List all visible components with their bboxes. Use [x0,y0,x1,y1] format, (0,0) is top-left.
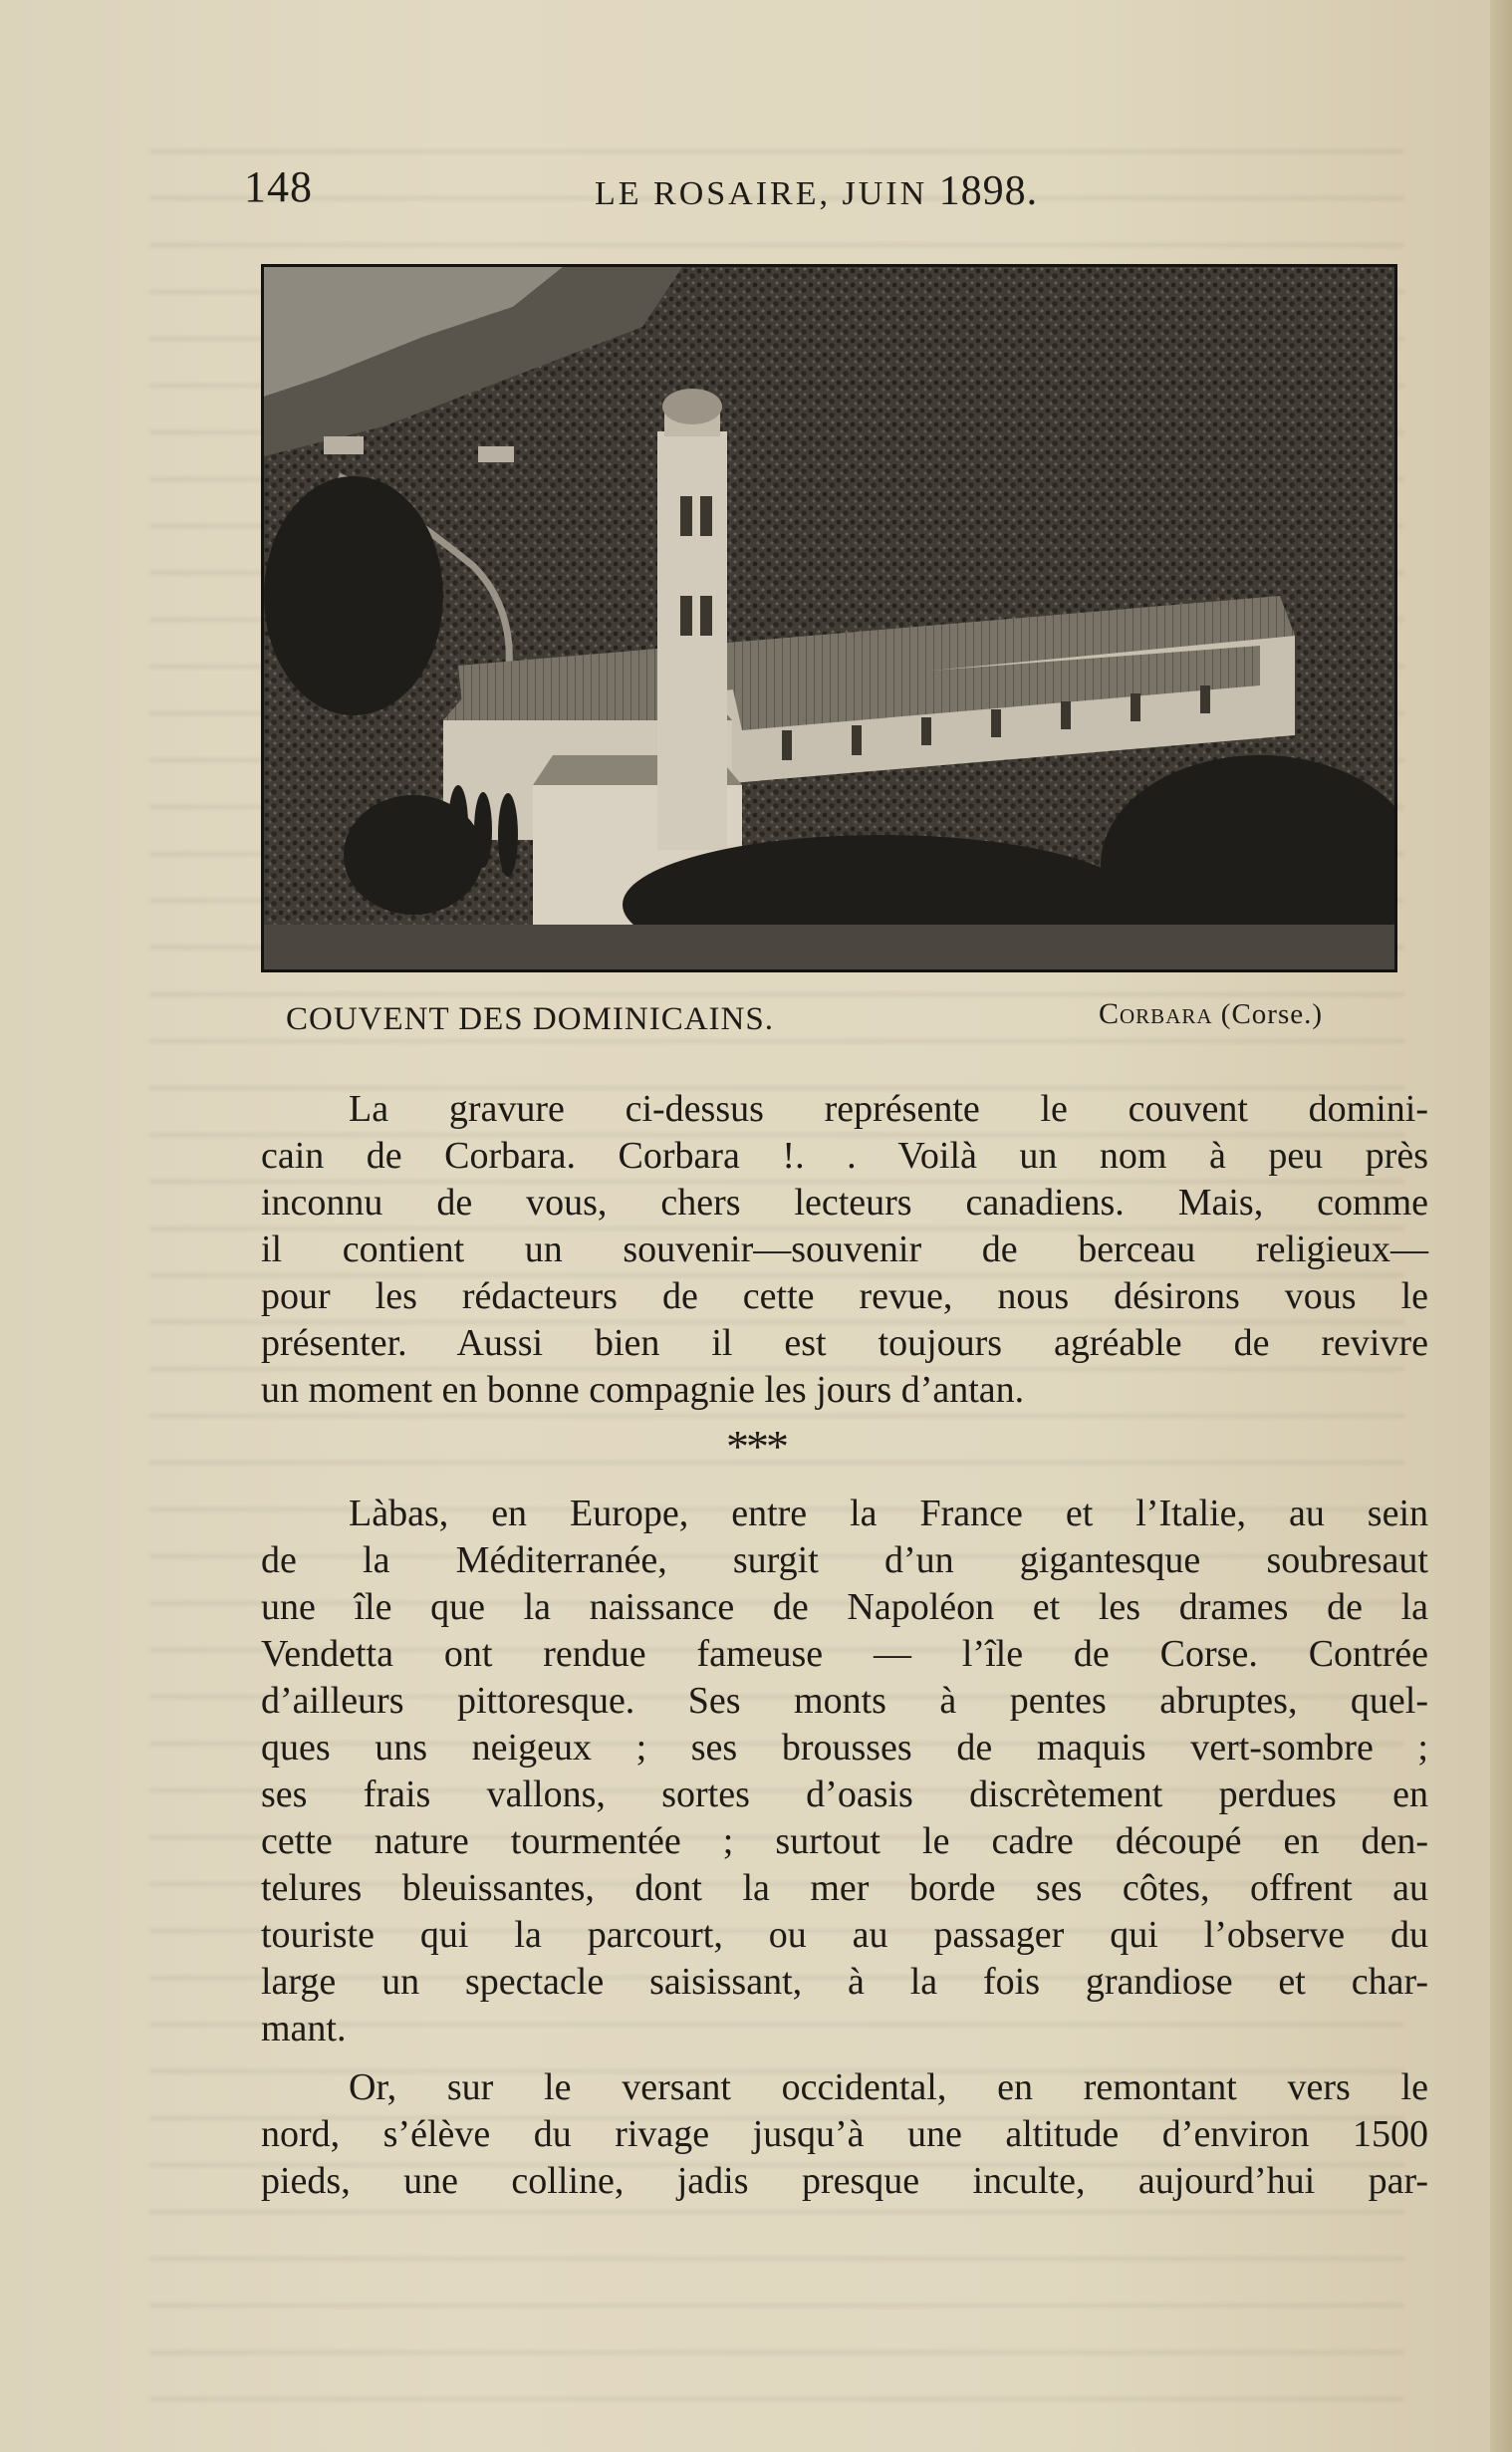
paragraph-1 [261,1086,1428,1414]
text-line: cette nature tourmentée ; surtout le cadre découpé en den- [261,1820,1428,1862]
text-line: inconnu de vous, chers lecteurs canadiens. Mais, comme [261,1182,1428,1224]
text-line: pieds, une colline, jadis presque inculte, aujourd’hui par- [261,2160,1428,2202]
caption-region: (Corse.) [1212,998,1324,1030]
text-line: il contient un souvenir—souvenir de berceau religieux— [261,1228,1428,1270]
caption-place: Corbara [1099,997,1213,1030]
text-line: mant. [261,2008,347,2049]
text-line: pour les rédacteurs de cette revue, nous désirons vous le [261,1275,1428,1317]
running-header [244,159,1429,219]
page-edge [1490,0,1512,2452]
text-line: Làbas, en Europe, entre la France et l’Italie, au sein [349,1493,1428,1534]
convent-engraving [261,264,1397,972]
text-line: Or, sur le versant occidental, en remontant vers le [349,2066,1428,2108]
page-number: 148 [244,162,313,211]
issue-year: 1898. [938,168,1039,214]
section-separator: *** [726,1421,786,1472]
journal-title: LE ROSAIRE, JUIN [595,175,928,212]
text-line: ses frais vallons, sortes d’oasis discrètement perdues en [261,1773,1428,1815]
text-line: ques uns neigeux ; ses brousses de maquis vert-sombre ; [261,1727,1428,1769]
figure-caption-location [1099,997,1323,1031]
text-line: telures bleuissantes, dont la mer borde ses côtes, offrent au [261,1867,1428,1909]
running-title [595,167,1038,215]
paragraph-2 [261,1491,1428,2052]
paragraph-3 [261,2064,1428,2205]
text-line: cain de Corbara. Corbara !. . Voilà un nom à peu près [261,1135,1428,1177]
engraving-illustration [264,267,1394,969]
text-line: nord, s’élève du rivage jusqu’à une altitude d’environ 1500 [261,2113,1428,2155]
text-line: touriste qui la parcourt, ou au passager qui l’observe du [261,1914,1428,1956]
text-line: d’ailleurs pittoresque. Ses monts à pentes abruptes, quel- [261,1680,1428,1722]
text-line: présenter. Aussi bien il est toujours agréable de revivre [261,1322,1428,1364]
text-line: Vendetta ont rendue fameuse — l’île de Corse. Contrée [261,1633,1428,1675]
text-line: une île que la naissance de Napoléon et les drames de la [261,1586,1428,1628]
text-line: large un spectacle saisissant, à la fois grandiose et char- [261,1961,1428,2003]
text-line: La gravure ci-dessus représente le couvent domini- [349,1088,1428,1130]
text-line: de la Méditerranée, surgit d’un gigantesque soubresaut [261,1539,1428,1581]
text-line: un moment en bonne compagnie les jours d’antan. [261,1369,1025,1411]
figure-caption-title: COUVENT DES DOMINICAINS. [286,1001,774,1037]
